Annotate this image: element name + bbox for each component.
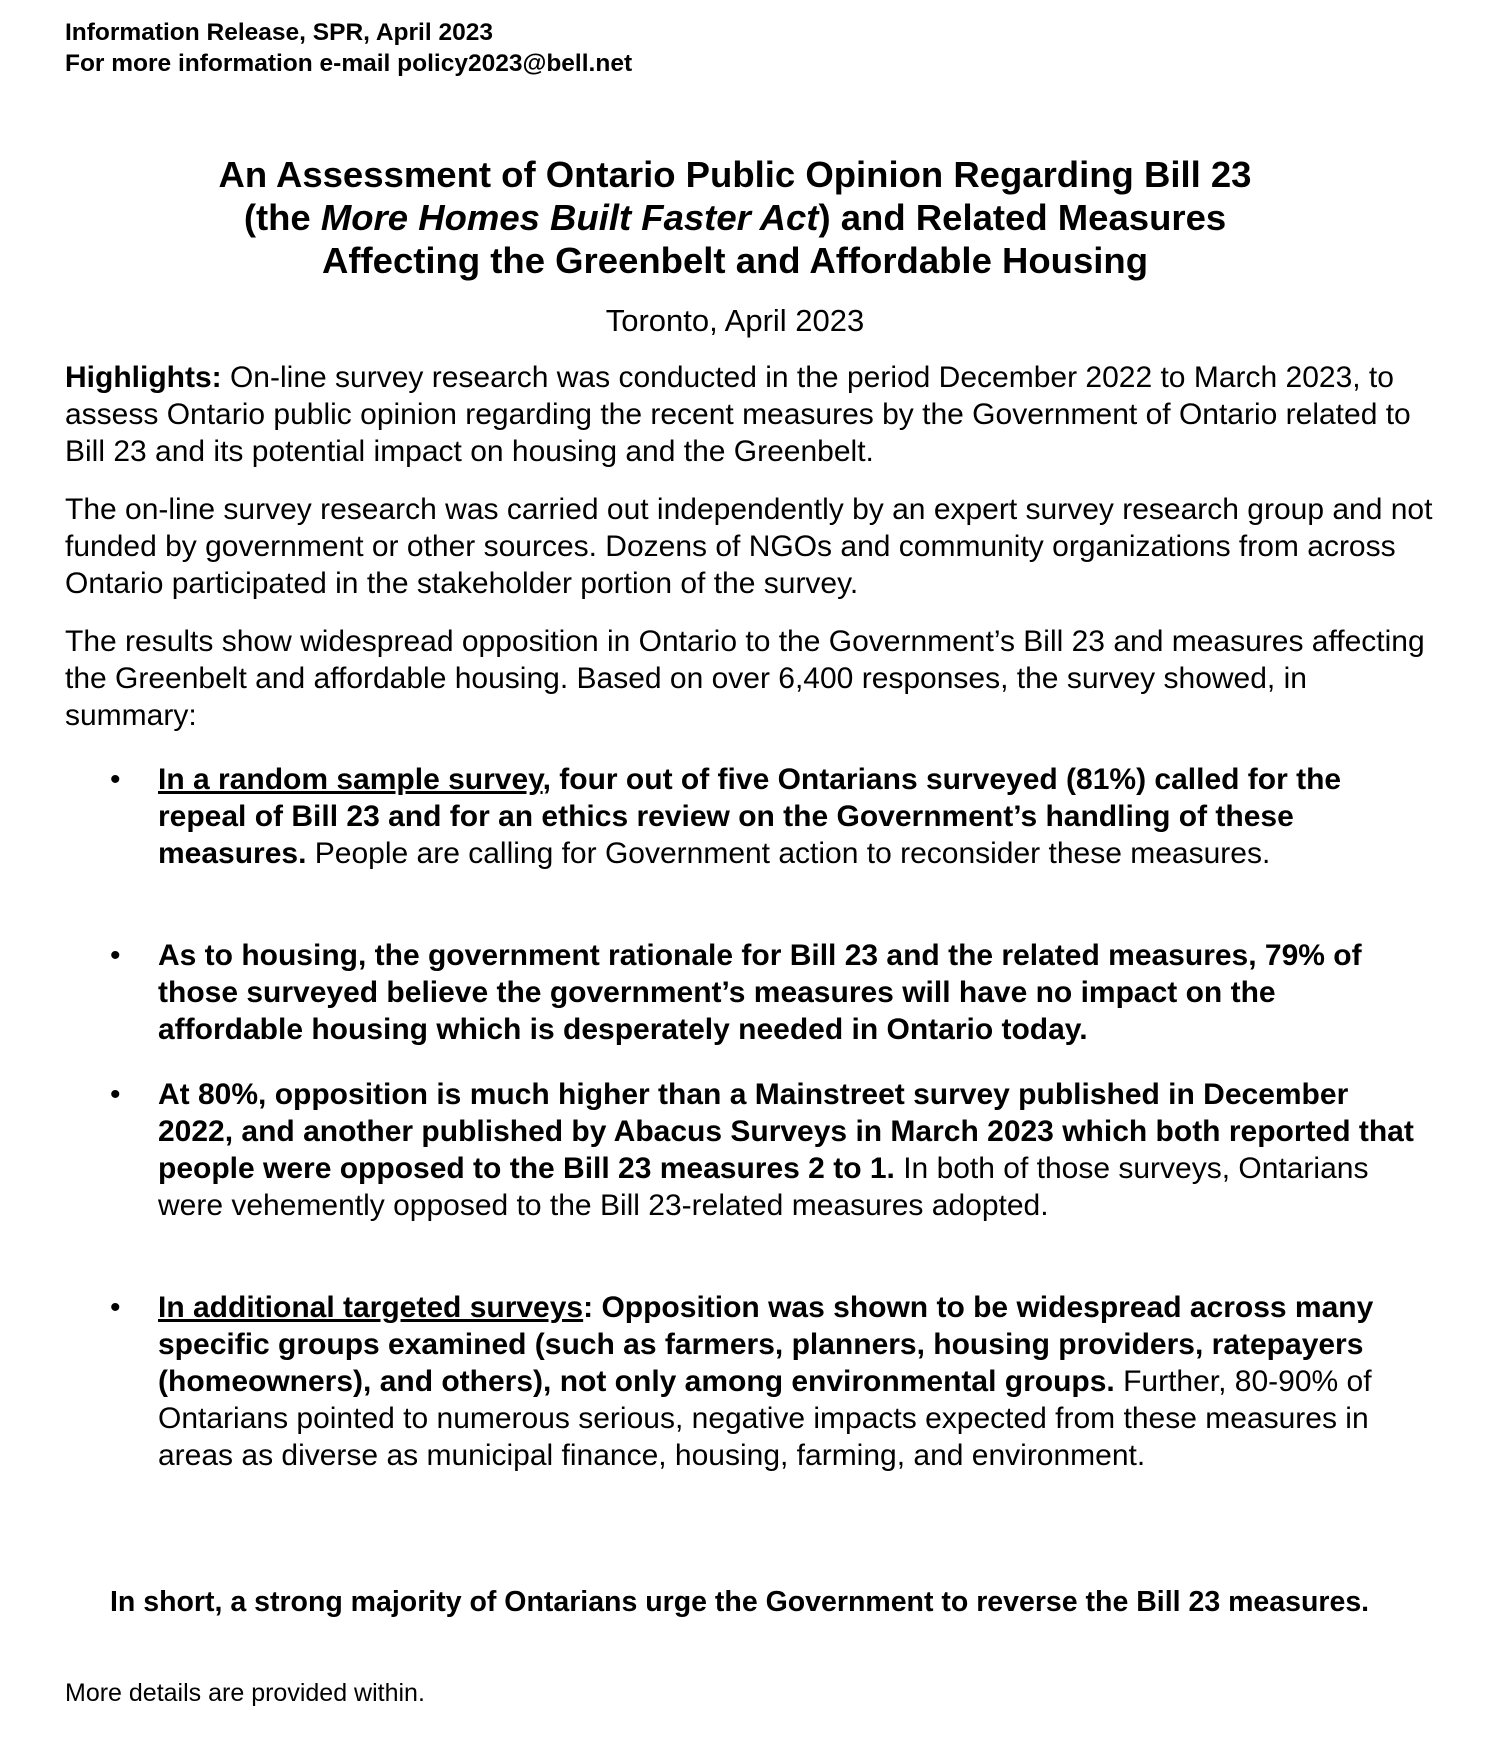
methodology-paragraph: The on-line survey research was carried out independently by an expert survey research group and not funded by government or other sources. Dozens of NGOs and community organizations from across Ontario participated in the stakeholder portion of the survey. xyxy=(65,493,1433,600)
bold-text: As to housing, the government rationale for Bill 23 and the related measures, 79% of those surveyed believe the government’s measures will have no impact on the affordable housing which is desperately needed in Ontario today. xyxy=(158,939,1362,1046)
release-line: Information Release, SPR, April 2023 xyxy=(65,19,493,46)
title-line-3: Affecting the Greenbelt and Affordable Housing xyxy=(321,240,1148,281)
bullet-text xyxy=(158,1289,1428,1474)
highlights-text: On-line survey research was conducted in the period December 2022 to March 2023, to assess Ontario public opinion regarding the recent measures by the Government of Ontario related to Bill 23 and its potential impact on housing and the Greenbelt. xyxy=(65,361,1411,468)
bullet-dot: • xyxy=(110,763,121,796)
regular-text: People are calling for Government action to reconsider these measures. xyxy=(306,837,1271,870)
regular-text: Further, 80-90% of Ontarians pointed to numerous serious, negative impacts expected from these measures in areas as diverse as municipal finance, housing, farming, and environment. xyxy=(158,1365,1372,1472)
document-title xyxy=(100,153,1370,282)
regular-text: In both of those surveys, Ontarians were vehemently opposed to the Bill 23-related measures adopted. xyxy=(158,1152,1369,1222)
bullet-dot: • xyxy=(110,939,121,972)
bullet-text xyxy=(158,761,1428,872)
title-prefix: (the xyxy=(243,197,321,238)
highlights-paragraph xyxy=(65,359,1435,470)
underlined-lead: In a random sample survey xyxy=(158,763,543,796)
bullet-text xyxy=(158,1076,1428,1224)
act-name: More Homes Built Faster Act xyxy=(320,197,819,238)
footer-note: More details are provided within. xyxy=(65,1679,425,1707)
bullet-dot: • xyxy=(110,1078,121,1111)
bold-text: At 80%, opposition is much higher than a Mainstreet survey published in December 2022, and another published by Abacus Surveys in March 2023 which both reported that people were opposed to the Bill 23 measures 2 to 1. xyxy=(158,1078,1414,1185)
dateline: Toronto, April 2023 xyxy=(605,303,865,338)
highlights-label: Highlights: xyxy=(65,361,222,394)
title-line-2 xyxy=(100,196,1370,239)
underlined-lead: In additional targeted surveys xyxy=(158,1291,584,1324)
contact-line: For more information e-mail policy2023@bell.net xyxy=(65,50,633,77)
release-header xyxy=(65,17,632,79)
bold-text: , four out of five Ontarians surveyed (81%) called for the repeal of Bill 23 and for an ethics review on the Government’s handling of these measures. xyxy=(158,763,1342,870)
summary-statement: In short, a strong majority of Ontarians urge the Government to reverse the Bill 23 measures. xyxy=(110,1586,1370,1618)
title-line-1: An Assessment of Ontario Public Opinion Regarding Bill 23 xyxy=(218,154,1252,195)
bullet-text xyxy=(158,937,1428,1048)
bold-text: : Opposition was shown to be widespread across many specific groups examined (such as farmers, planners, housing providers, ratepayers (homeowners), and others), not only among environmental groups. xyxy=(158,1291,1374,1398)
bullet-dot: • xyxy=(110,1291,121,1324)
title-suffix: ) and Related Measures xyxy=(818,197,1227,238)
results-paragraph: The results show widespread opposition in Ontario to the Government’s Bill 23 and measures affecting the Greenbelt and affordable housing. Based on over 6,400 responses, the survey showed, in summary: xyxy=(65,625,1425,732)
